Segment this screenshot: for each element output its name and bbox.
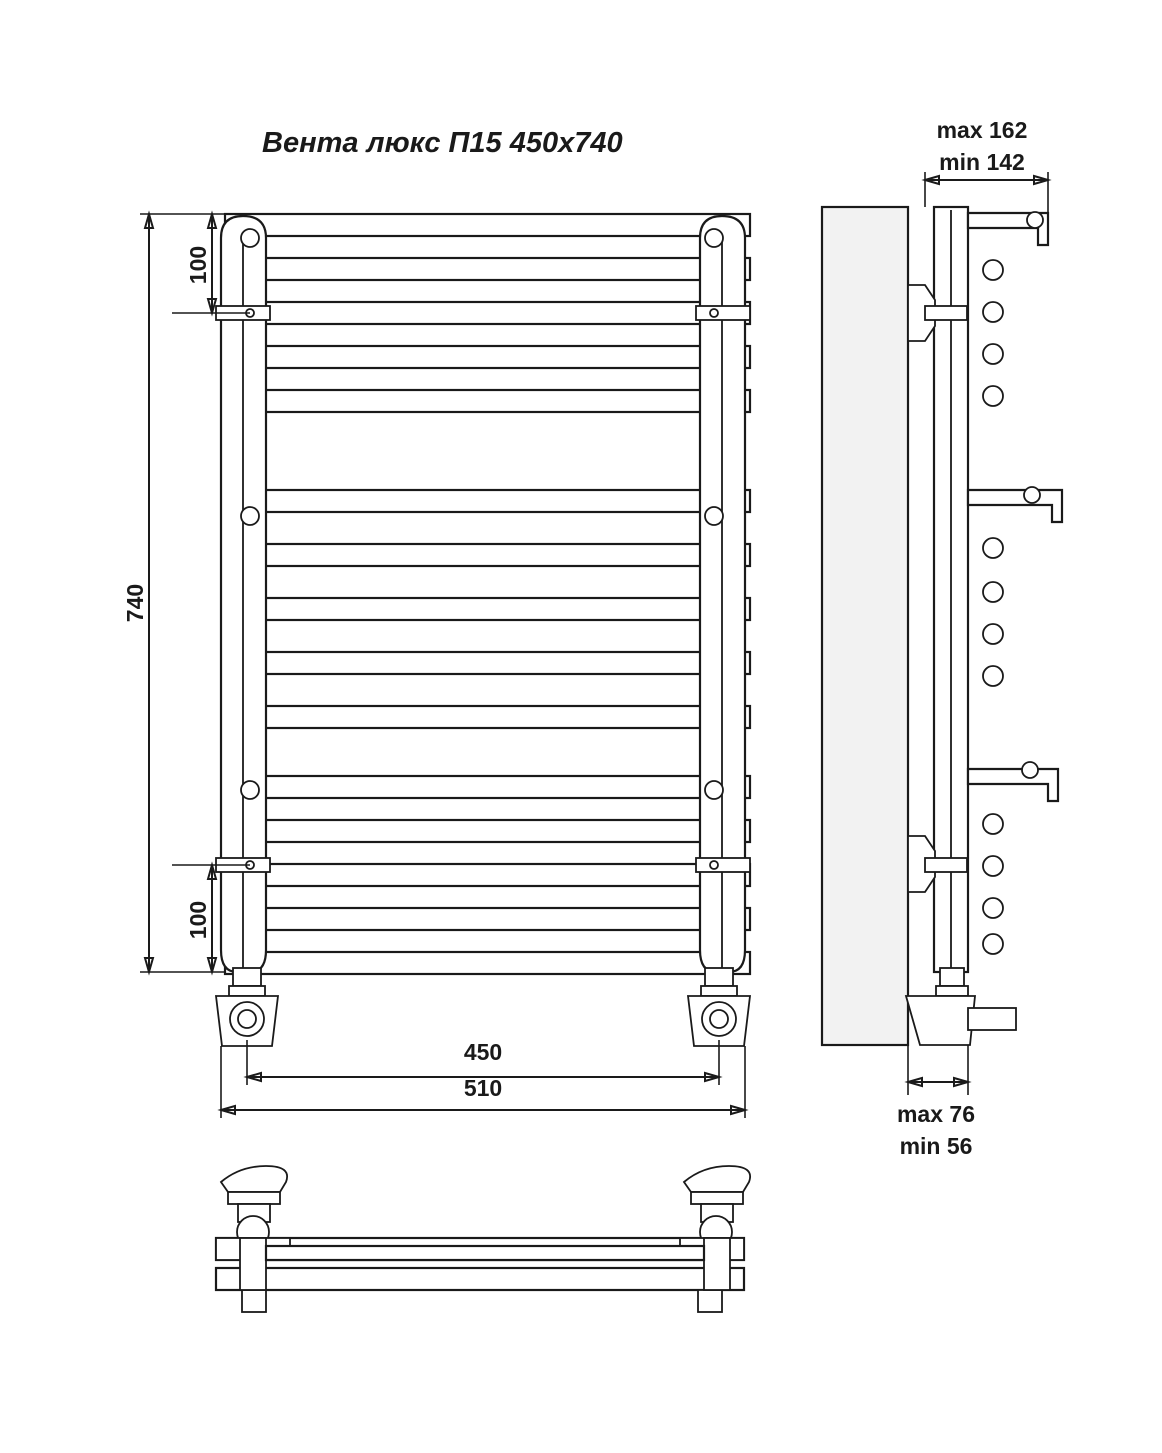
rail-end: [983, 934, 1003, 954]
bracket-hole: [1024, 487, 1040, 503]
valve-flange: [229, 986, 265, 996]
rail: [225, 214, 750, 236]
valve-handle-inner: [710, 1010, 728, 1028]
rail: [225, 544, 750, 566]
bracket-hole: [705, 781, 723, 799]
bracket-hole: [1022, 762, 1038, 778]
top-right-valve-cap: [684, 1166, 750, 1192]
rail-end: [983, 538, 1003, 558]
nipple-center: [710, 861, 718, 869]
dim-depth-max: max 162: [936, 117, 1028, 143]
valve-neck: [705, 968, 733, 986]
left-valve: [216, 968, 278, 1046]
wall-section: [822, 207, 908, 1045]
bracket-hole: [705, 507, 723, 525]
valve-outlet: [968, 1008, 1016, 1030]
connection-nipple: [696, 858, 750, 872]
dim-height: 740: [122, 583, 148, 623]
top-left-valve-cap: [221, 1166, 287, 1192]
rail: [225, 776, 750, 798]
page-title: Вента люкс П15 450х740: [262, 127, 623, 159]
dim-width-inner: 450: [463, 1039, 503, 1065]
rail: [225, 490, 750, 512]
rail: [225, 390, 750, 412]
rail-end: [983, 898, 1003, 918]
top-middle-bar: [266, 1246, 704, 1260]
connection-nipple: [925, 858, 967, 872]
top-left-foot: [242, 1290, 266, 1312]
rail-end: [983, 302, 1003, 322]
valve-flange: [936, 986, 968, 996]
valve-neck: [940, 968, 964, 986]
rail: [225, 952, 750, 974]
top-left-post: [240, 1238, 266, 1290]
right-valve: [688, 968, 750, 1046]
dim-depth-min: min 142: [939, 149, 1025, 175]
rail-end: [983, 814, 1003, 834]
valve-flange: [701, 986, 737, 996]
dim-wall-offset-min: min 56: [899, 1133, 973, 1159]
valve-neck: [233, 968, 261, 986]
bracket-hole: [705, 229, 723, 247]
rail: [225, 864, 750, 886]
rail: [225, 820, 750, 842]
valve-body: [906, 996, 975, 1045]
nipple-center: [710, 309, 718, 317]
top-right-valve-flange: [691, 1192, 743, 1204]
top-right-post: [704, 1238, 730, 1290]
top-left-valve-flange: [228, 1192, 280, 1204]
top-right-foot: [698, 1290, 722, 1312]
rail-end: [983, 386, 1003, 406]
side-view: [822, 207, 1062, 1045]
rail: [225, 652, 750, 674]
rail-end: [983, 624, 1003, 644]
side-valve: [906, 968, 1016, 1045]
rail-end: [983, 260, 1003, 280]
top-rail: [216, 1268, 744, 1290]
rail-end: [983, 666, 1003, 686]
bracket-hole: [241, 507, 259, 525]
rail: [225, 908, 750, 930]
rail: [225, 346, 750, 368]
rail-end: [983, 344, 1003, 364]
connection-nipple: [696, 306, 750, 320]
dim-width-outer: 510: [463, 1075, 503, 1101]
valve-handle-inner: [238, 1010, 256, 1028]
top-view: [216, 1166, 750, 1312]
rail-end: [983, 582, 1003, 602]
dim-bottom-offset: 100: [185, 900, 211, 940]
bracket-hole: [241, 229, 259, 247]
connection-nipple: [925, 306, 967, 320]
rail: [225, 302, 750, 324]
front-view: [216, 214, 750, 1046]
bracket-arm-lower: [968, 769, 1058, 801]
bracket-hole: [241, 781, 259, 799]
dim-wall-offset-max: max 76: [896, 1101, 976, 1127]
rail: [225, 258, 750, 280]
bracket-hole: [1027, 212, 1043, 228]
rail: [225, 706, 750, 728]
rail-end: [983, 856, 1003, 876]
bracket-arm-middle: [968, 490, 1062, 522]
dim-top-offset: 100: [185, 245, 211, 285]
rail: [225, 598, 750, 620]
